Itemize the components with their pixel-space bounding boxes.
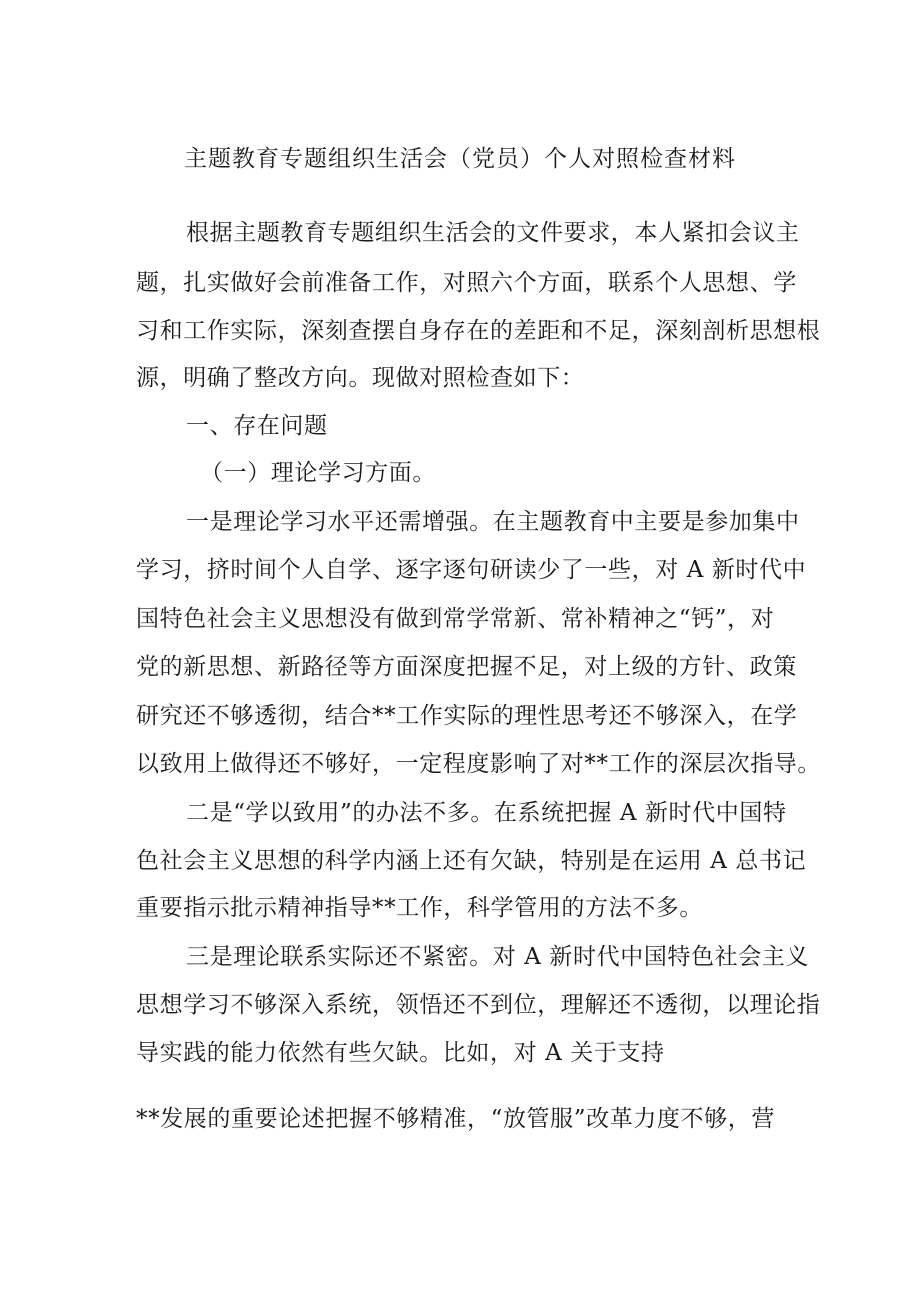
intro-line-3: 习和工作实际，深刻查摆自身存在的差距和不足，深刻剖析思想根 — [136, 318, 821, 344]
para1-line-2: 学习，挤时间个人自学、逐字逐句研读少了一些，对 A 新时代中 — [136, 557, 807, 583]
intro-line-4: 源，明确了整改方向。现做对照检查如下： — [136, 365, 585, 391]
para1-line-5: 研究还不够透彻，结合**工作实际的理性思考还不够深入，在学 — [136, 703, 798, 729]
para4-line-1: **发展的重要论述把握不够精准，“放管服”改革力度不够，营 — [136, 1106, 775, 1132]
section-heading: 一、存在问题 — [186, 413, 328, 439]
para1-line-3: 国特色社会主义思想没有做到常学常新、常补精神之“钙”，对 — [136, 606, 775, 632]
para3-line-3: 导实践的能力依然有些欠缺。比如，对 A 关于支持 — [136, 1040, 665, 1066]
subsection-heading: （一）理论学习方面。 — [200, 460, 436, 486]
intro-line-1: 根据主题教育专题组织生活会的文件要求，本人紧扣会议主 — [186, 220, 800, 246]
para3-line-2: 思想学习不够深入系统，领悟还不到位，理解还不透彻，以理论指 — [136, 992, 821, 1018]
para1-line-6: 以致用上做得还不够好，一定程度影响了对**工作的深层次指导。 — [136, 751, 821, 777]
para1-line-1: 一是理论学习水平还需增强。在主题教育中主要是参加集中 — [186, 509, 800, 535]
intro-line-2: 题，扎实做好会前准备工作，对照六个方面，联系个人思想、学 — [136, 270, 797, 296]
para2-line-3: 重要指示批示精神指导**工作，科学管用的方法不多。 — [136, 895, 703, 921]
para3-line-1: 三是理论联系实际还不紧密。对 A 新时代中国特色社会主义 — [186, 944, 810, 970]
para2-line-2: 色社会主义思想的科学内涵上还有欠缺，特别是在运用 A 总书记 — [136, 848, 807, 874]
para2-line-1: 二是“学以致用”的办法不多。在系统把握 A 新时代中国特 — [186, 800, 787, 826]
document-title: 主题教育专题组织生活会（党员）个人对照检查材料 — [184, 146, 736, 172]
para1-line-4: 党的新思想、新路径等方面深度把握不足，对上级的方针、政策 — [136, 654, 797, 680]
